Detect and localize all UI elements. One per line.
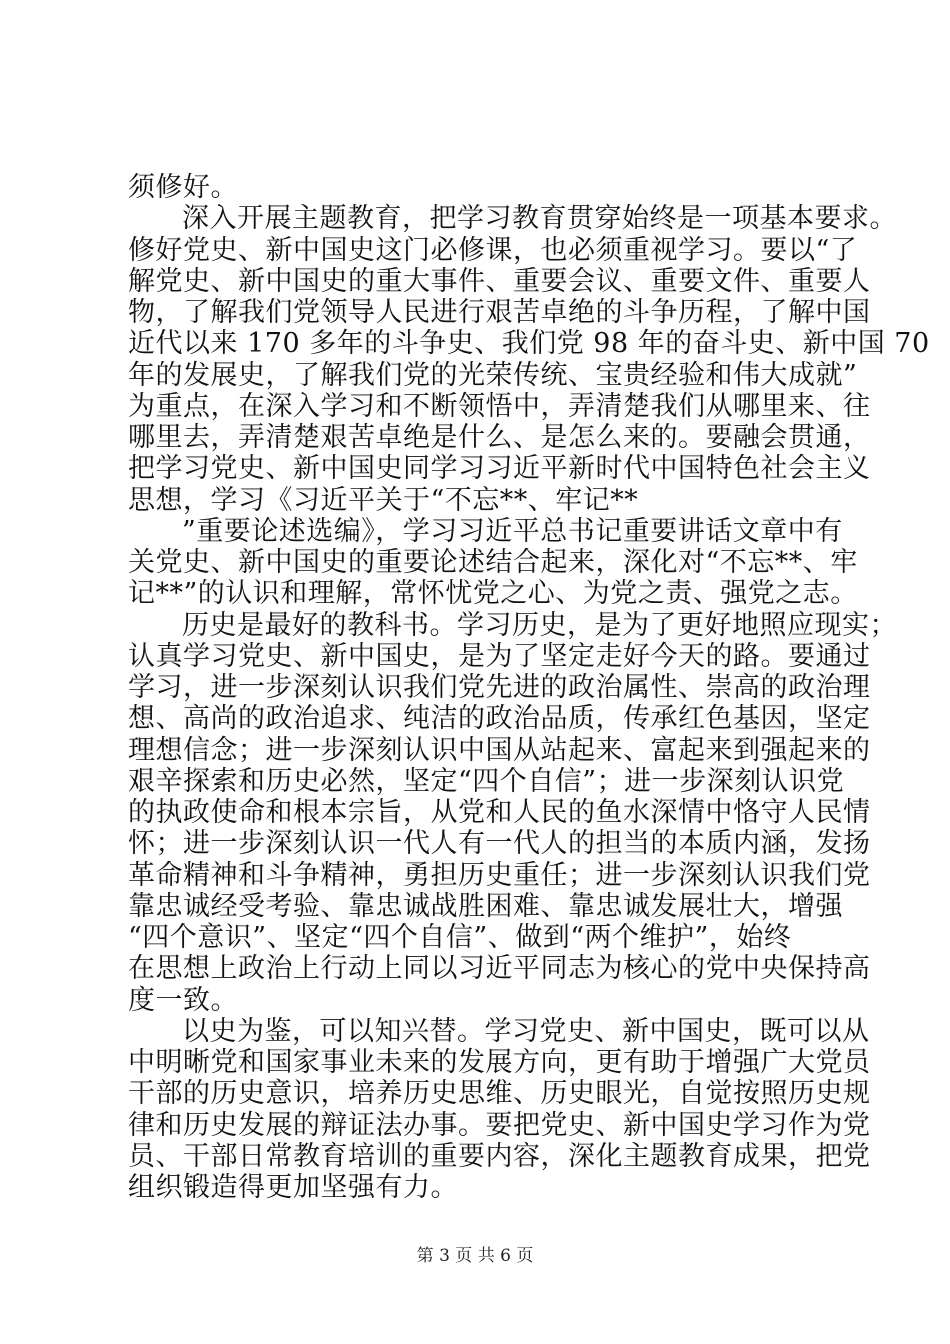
text-line: 的执政使命和根本宗旨，从党和人民的鱼水深情中恪守人民情 bbox=[128, 797, 871, 828]
text-line: 学习，进一步深刻认识我们党先进的政治属性、崇高的政治理 bbox=[128, 672, 871, 703]
text-line: 把学习党史、新中国史同学习习近平新时代中国特色社会主义 bbox=[128, 453, 871, 484]
text-line: 律和历史发展的辩证法办事。要把党史、新中国史学习作为党 bbox=[128, 1110, 871, 1141]
page-number-footer: 第 3 页 共 6 页 bbox=[416, 1246, 534, 1266]
text-line: 物，了解我们党领导人民进行艰苦卓绝的斗争历程，了解中国 bbox=[128, 297, 871, 328]
text-line: 想、高尚的政治追求、纯洁的政治品质，传承红色基因，坚定 bbox=[128, 703, 871, 734]
paragraph-start-line: 以史为鉴，可以知兴替。学习党史、新中国史，既可以从 bbox=[182, 1016, 870, 1047]
text-line: 艰辛探索和历史必然，坚定“四个自信”；进一步深刻认识党 bbox=[128, 766, 845, 797]
text-line: 靠忠诚经受考验、靠忠诚战胜困难、靠忠诚发展壮大，增强 bbox=[128, 891, 843, 922]
text-line: 中明晰党和国家事业未来的发展方向，更有助于增强广大党员 bbox=[128, 1047, 871, 1078]
paragraph-start-line: 历史是最好的教科书。学习历史，是为了更好地照应现实； bbox=[182, 610, 897, 641]
text-line: 记**”的认识和理解，常怀忧党之心、为党之责、强党之志。 bbox=[128, 578, 858, 609]
text-line: 关党史、新中国史的重要论述结合起来，深化对“不忘**、牢 bbox=[128, 547, 858, 578]
text-line: 思想，学习《习近平关于“不忘**、牢记** bbox=[128, 485, 639, 516]
text-line: 为重点，在深入学习和不断领悟中，弄清楚我们从哪里来、往 bbox=[128, 391, 871, 422]
text-line: 度一致。 bbox=[128, 985, 238, 1016]
text-line: 在思想上政治上行动上同以习近平同志为核心的党中央保持高 bbox=[128, 953, 871, 984]
paragraph-start-line: 深入开展主题教育，把学习教育贯穿始终是一项基本要求。 bbox=[182, 203, 897, 234]
text-line: 认真学习党史、新中国史，是为了坚定走好今天的路。要通过 bbox=[128, 641, 871, 672]
text-line: 近代以来 170 多年的斗争史、我们党 98 年的奋斗史、新中国 70 bbox=[128, 328, 930, 359]
text-line: 干部的历史意识，培养历史思维、历史眼光，自觉按照历史规 bbox=[128, 1078, 871, 1109]
text-line: “四个意识”、坚定“四个自信”、做到“两个维护”，始终 bbox=[128, 922, 792, 953]
paragraph-start-line: ”重要论述选编》，学习习近平总书记重要讲话文章中有 bbox=[182, 516, 843, 547]
text-line: 须修好。 bbox=[128, 172, 238, 203]
text-line: 年的发展史，了解我们党的光荣传统、宝贵经验和伟大成就” bbox=[128, 360, 858, 391]
text-line: 组织锻造得更加坚强有力。 bbox=[128, 1172, 458, 1203]
text-line: 员、干部日常教育培训的重要内容，深化主题教育成果，把党 bbox=[128, 1141, 871, 1172]
text-line: 哪里去，弄清楚艰苦卓绝是什么、是怎么来的。要融会贯通， bbox=[128, 422, 871, 453]
text-line: 革命精神和斗争精神，勇担历史重任；进一步深刻认识我们党 bbox=[128, 860, 871, 891]
text-line: 解党史、新中国史的重大事件、重要会议、重要文件、重要人 bbox=[128, 266, 871, 297]
text-line: 理想信念；进一步深刻认识中国从站起来、富起来到强起来的 bbox=[128, 735, 871, 766]
text-line: 修好党史、新中国史这门必修课，也必须重视学习。要以“了 bbox=[128, 235, 858, 266]
text-line: 怀；进一步深刻认识一代人有一代人的担当的本质内涵，发扬 bbox=[128, 828, 871, 859]
